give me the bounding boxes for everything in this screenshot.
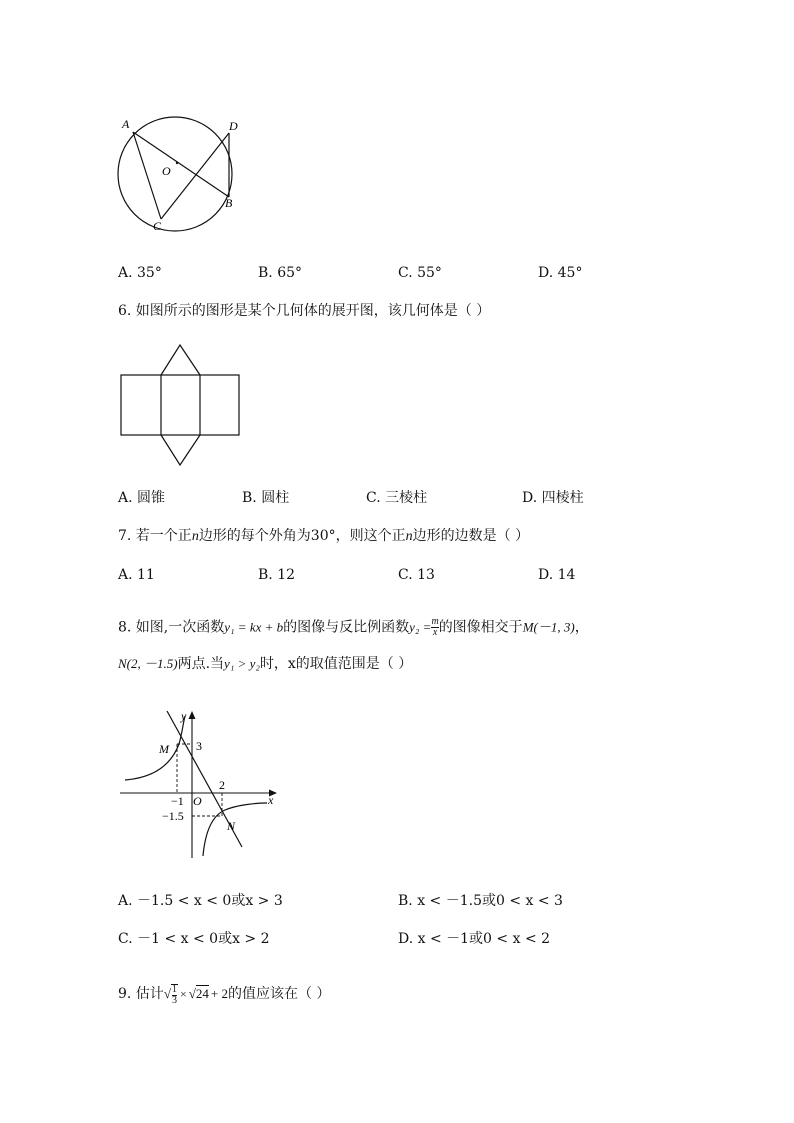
q9-frac-den: 3 xyxy=(171,995,177,1007)
q8-point-m: M(－1, 3) xyxy=(522,619,575,635)
label-a: A xyxy=(122,117,130,131)
q5-option-a[interactable]: A. 35° xyxy=(118,265,162,281)
q8-option-a[interactable]: A. －1.5 < x < 0或x > 3 xyxy=(118,893,283,909)
q8-stem-e: 时，x的取值范围是（ ） xyxy=(259,656,413,672)
q9-fraction xyxy=(171,984,178,1006)
center-dot xyxy=(176,162,178,164)
q8-f2-fraction xyxy=(431,617,438,638)
label-c: C xyxy=(153,219,162,233)
q9-radicand: 24 xyxy=(195,986,209,1002)
q8-stem-line1 xyxy=(118,617,589,638)
q8-ineq: y₁ > y₂ xyxy=(224,656,260,671)
net-bottom-triangle xyxy=(161,435,200,465)
label-b: B xyxy=(225,196,233,210)
q8-f2-num: m xyxy=(431,616,439,627)
q6-stem: 6. 如图所示的图形是某个几何体的展开图，该几何体是（ ） xyxy=(118,303,491,319)
q8-stem-b: 的图像与反比例函数 xyxy=(283,619,410,636)
q9-stem xyxy=(118,982,330,1006)
q9-sqrt-24: √24 xyxy=(188,986,209,1002)
q8-option-b[interactable]: B. x < －1.5或0 < x < 3 xyxy=(398,893,563,909)
q7-var-n-2: n xyxy=(405,529,413,544)
q8-f1: y₁ = kx + b xyxy=(224,619,284,635)
q5-option-b[interactable]: B. 65° xyxy=(258,265,303,281)
q8-option-d[interactable]: D. x < －1或0 < x < 2 xyxy=(398,931,551,947)
q9-sqrt-fraction: √ $\frac{1}{3}$ xyxy=(163,984,177,1007)
label-d: D xyxy=(229,119,238,133)
q7-stem-a: 7. 若一个正 xyxy=(118,528,192,544)
label-neg1-5: −1.5 xyxy=(162,809,184,823)
chord-cd xyxy=(161,133,229,219)
q8-comma: ， xyxy=(574,619,589,636)
q8-stem-a: 8. 如图,一次函数 xyxy=(118,619,225,636)
label-y: y xyxy=(181,709,187,723)
q9-frac-num: 1 xyxy=(171,984,177,996)
q8-stem-c: 的图像相交于 xyxy=(438,619,523,636)
label-m: M xyxy=(159,742,169,756)
chord-ac xyxy=(133,132,161,219)
q8-f2-den: x xyxy=(432,627,438,638)
q8-stem-line2 xyxy=(118,655,412,673)
q6-option-c[interactable]: C. 三棱柱 xyxy=(366,490,428,506)
q8-graph-figure xyxy=(115,706,285,866)
label-o: O xyxy=(162,164,171,178)
q7-stem-c: 边形的边数是（ ） xyxy=(412,528,530,544)
q7-option-d[interactable]: D. 14 xyxy=(538,567,576,583)
q9-stem-a: 9. 估计 xyxy=(118,986,164,1003)
label-n: N xyxy=(227,819,236,833)
q8-point-n: N(2, －1.5) xyxy=(118,656,178,671)
q7-stem-b: 边形的每个外角为30°，则这个正 xyxy=(198,528,406,544)
q6-option-d[interactable]: D. 四棱柱 xyxy=(522,490,584,506)
q6-net-figure xyxy=(115,340,245,470)
q9-plus: + 2 xyxy=(210,986,228,1002)
net-rect xyxy=(121,375,239,435)
label-o: O xyxy=(193,794,202,808)
q7-option-b[interactable]: B. 12 xyxy=(258,567,296,583)
q7-var-n: n xyxy=(191,529,199,544)
q7-option-a[interactable]: A. 11 xyxy=(118,567,155,583)
q6-option-a[interactable]: A. 圆锥 xyxy=(118,490,166,506)
label-neg1: −1 xyxy=(171,794,184,808)
net-top-triangle xyxy=(161,345,200,375)
chord-ab xyxy=(133,132,229,197)
q6-option-b[interactable]: B. 圆柱 xyxy=(242,490,290,506)
label-x: x xyxy=(268,793,274,807)
hyperbola-left-branch xyxy=(125,716,185,780)
q8-option-c[interactable]: C. －1 < x < 0或x > 2 xyxy=(118,931,270,947)
q8-stem-d: 两点.当 xyxy=(177,656,225,672)
q8-f2-lhs: y₂ = xyxy=(409,619,432,635)
q9-times: × xyxy=(179,987,187,1002)
label-3: 3 xyxy=(196,739,202,753)
y-axis-arrow xyxy=(189,711,196,719)
q7-option-c[interactable]: C. 13 xyxy=(398,567,435,583)
q5-option-d[interactable]: D. 45° xyxy=(538,265,583,281)
label-2: 2 xyxy=(219,778,225,792)
q9-stem-b: 的值应该在（ ） xyxy=(227,986,331,1003)
q5-circle-figure xyxy=(110,110,250,240)
q7-stem xyxy=(118,527,529,546)
q5-option-c[interactable]: C. 55° xyxy=(398,265,442,281)
